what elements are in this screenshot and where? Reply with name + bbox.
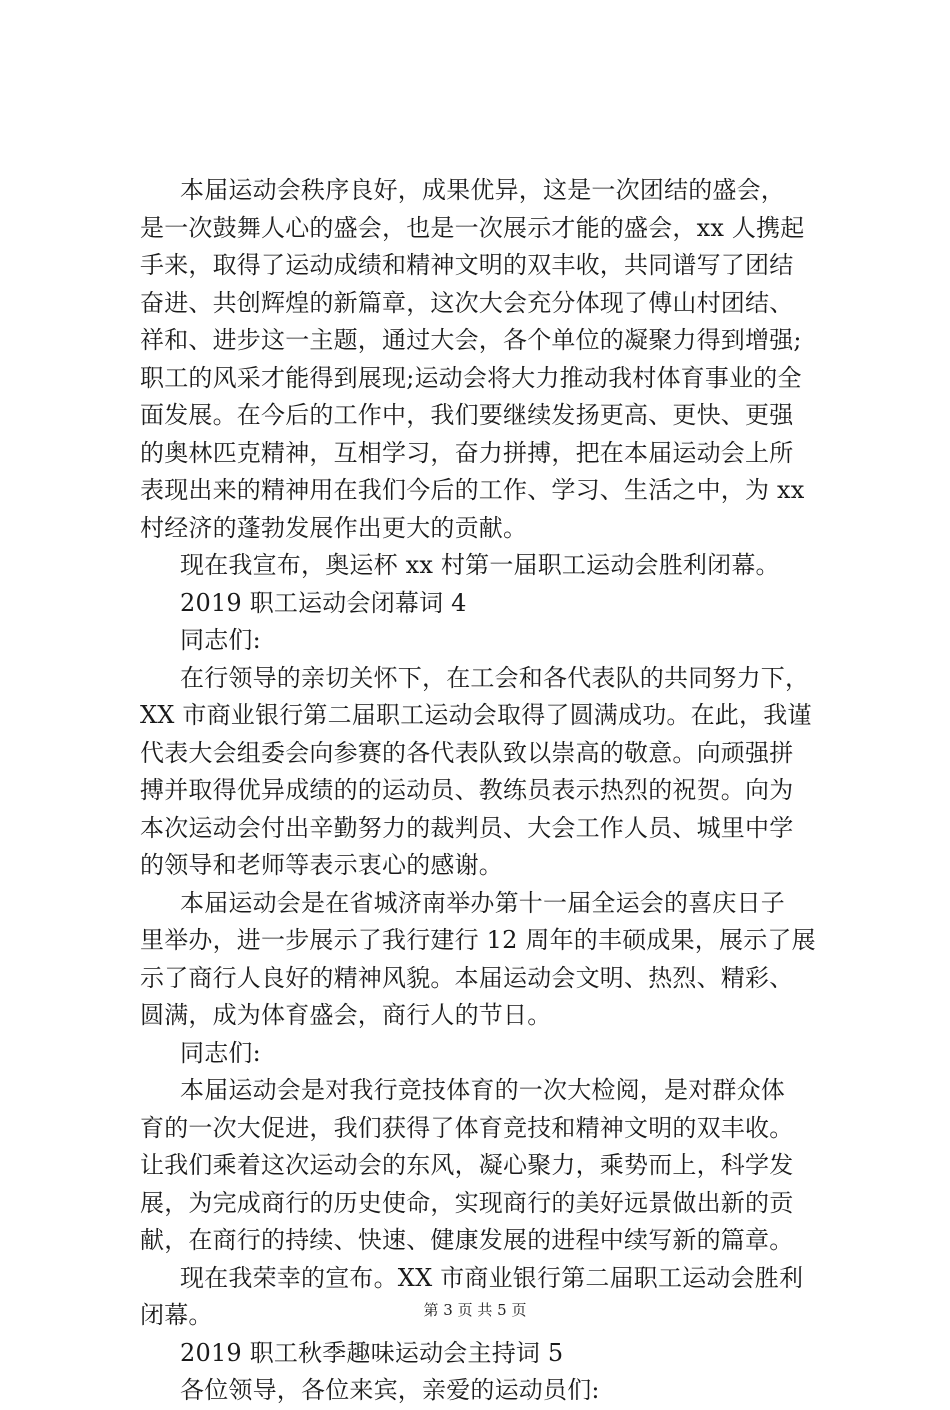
text-line: 本届运动会是对我行竞技体育的一次大检阅，是对群众体 — [180, 1076, 785, 1104]
text-line: 同志们: — [180, 626, 261, 654]
text-line: 村经济的蓬勃发展作出更大的贡献。 — [140, 513, 528, 542]
text-line: 育的一次大促进，我们获得了体育竞技和精神文明的双丰收。 — [140, 1113, 794, 1142]
text-line: 现在我宣布，奥运杯 xx 村第一届职工运动会胜利闭幕。 — [180, 551, 780, 579]
text-line: 奋进、共创辉煌的新篇章，这次大会充分体现了傅山村团结、 — [140, 288, 794, 317]
text-line: 职工的风采才能得到展现;运动会将大力推动我村体育事业的全 — [140, 363, 802, 392]
text-line: 手来，取得了运动成绩和精神文明的双丰收，共同谱写了团结 — [140, 251, 794, 279]
text-line: XX 市商业银行第二届职工运动会取得了圆满成功。在此，我谨 — [140, 701, 812, 729]
text-line: 各位领导，各位来宾，亲爱的运动员们: — [180, 1376, 600, 1404]
text-line: 是一次鼓舞人心的盛会，也是一次展示才能的盛会，xx 人携起 — [140, 213, 805, 242]
text-line: 示了商行人良好的精神风貌。本届运动会文明、热烈、精彩、 — [140, 963, 794, 992]
text-line: 让我们乘着这次运动会的东风，凝心聚力，乘势而上，科学发 — [140, 1151, 794, 1179]
page-footer: 第 3 页 共 5 页 — [423, 1301, 527, 1319]
text-line: 表现出来的精神用在我们今后的工作、学习、生活之中，为 xx — [140, 476, 805, 504]
document-body — [140, 172, 840, 1410]
text-line: 现在我荣幸的宣布。XX 市商业银行第二届职工运动会胜利 — [180, 1263, 804, 1292]
text-line: 本届运动会是在省城济南举办第十一届全运会的喜庆日子 — [180, 888, 785, 917]
text-line: 里举办，进一步展示了我行建行 12 周年的丰硕成果，展示了展 — [140, 926, 816, 954]
text-line: 本届运动会秩序良好，成果优异，这是一次团结的盛会， — [180, 176, 785, 204]
text-line: 本次运动会付出辛勤努力的裁判员、大会工作人员、城里中学 — [140, 813, 794, 842]
text-line: 2019 职工秋季趣味运动会主持词 5 — [180, 1338, 564, 1367]
text-line: 圆满，成为体育盛会，商行人的节日。 — [140, 1001, 552, 1029]
text-line: 2019 职工运动会闭幕词 4 — [180, 588, 467, 617]
text-line: 祥和、进步这一主题，通过大会，各个单位的凝聚力得到增强; — [140, 326, 802, 354]
text-line: 的奥林匹克精神，互相学习，奋力拼搏，把在本届运动会上所 — [140, 438, 794, 467]
text-line: 展，为完成商行的历史使命，实现商行的美好远景做出新的贡 — [140, 1188, 794, 1217]
text-line: 在行领导的亲切关怀下，在工会和各代表队的共同努力下， — [180, 663, 810, 692]
text-line: 闭幕。 — [140, 1301, 213, 1329]
text-line: 面发展。在今后的工作中，我们要继续发扬更高、更快、更强 — [140, 401, 794, 429]
text-line: 献，在商行的持续、快速、健康发展的进程中续写新的篇章。 — [140, 1226, 794, 1254]
text-line: 代表大会组委会向参赛的各代表队致以崇高的敬意。向顽强拼 — [140, 738, 794, 767]
text-line: 搏并取得优异成绩的的运动员、教练员表示热烈的祝贺。向为 — [140, 776, 794, 804]
text-line: 同志们: — [180, 1038, 261, 1067]
text-line: 的领导和老师等表示衷心的感谢。 — [140, 851, 503, 879]
